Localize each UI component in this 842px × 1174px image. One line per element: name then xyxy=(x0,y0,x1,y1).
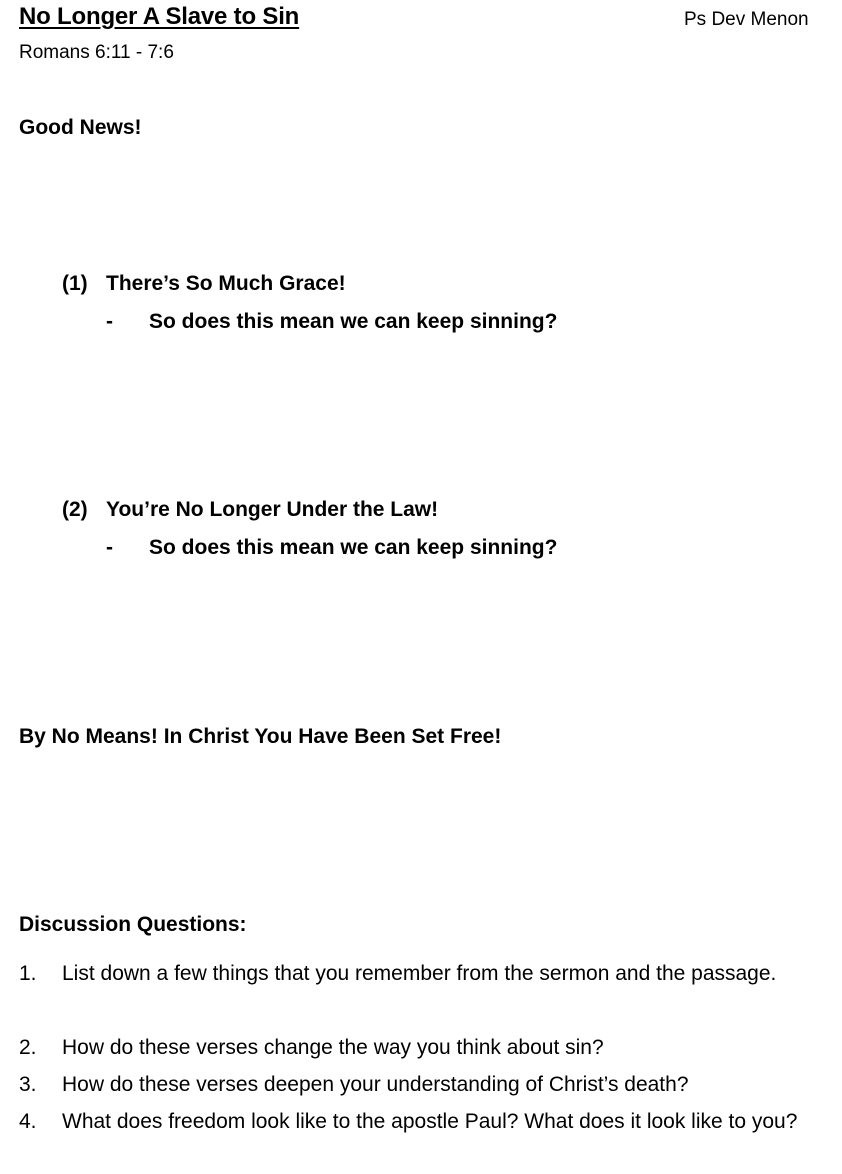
question-number: 1. xyxy=(19,962,37,985)
author-name: Ps Dev Menon xyxy=(684,9,809,30)
question-number: 4. xyxy=(19,1110,37,1133)
point-question: So does this mean we can keep sinning? xyxy=(149,536,558,559)
point-question: So does this mean we can keep sinning? xyxy=(149,310,558,333)
question-number: 3. xyxy=(19,1073,37,1096)
question-text: List down a few things that you remember from the sermon and the passage. xyxy=(62,962,777,985)
document-title: No Longer A Slave to Sin xyxy=(19,3,300,30)
point-number: (1) xyxy=(62,272,88,295)
conclusion-heading: By No Means! In Christ You Have Been Set Free! xyxy=(19,725,502,748)
intro-heading: Good News! xyxy=(19,116,142,139)
point-heading: You’re No Longer Under the Law! xyxy=(106,498,439,521)
question-text: How do these verses deepen your understanding of Christ’s death? xyxy=(62,1073,689,1096)
question-number: 2. xyxy=(19,1036,37,1059)
question-text: How do these verses change the way you think about sin? xyxy=(62,1036,604,1059)
point-heading: There’s So Much Grace! xyxy=(106,272,346,295)
discussion-heading: Discussion Questions: xyxy=(19,913,247,936)
bullet-dash: - xyxy=(106,536,113,559)
point-number: (2) xyxy=(62,498,88,521)
question-text: What does freedom look like to the apostle Paul? What does it look like to you? xyxy=(62,1110,798,1133)
scripture-reference: Romans 6:11 - 7:6 xyxy=(19,42,174,63)
bullet-dash: - xyxy=(106,310,113,333)
